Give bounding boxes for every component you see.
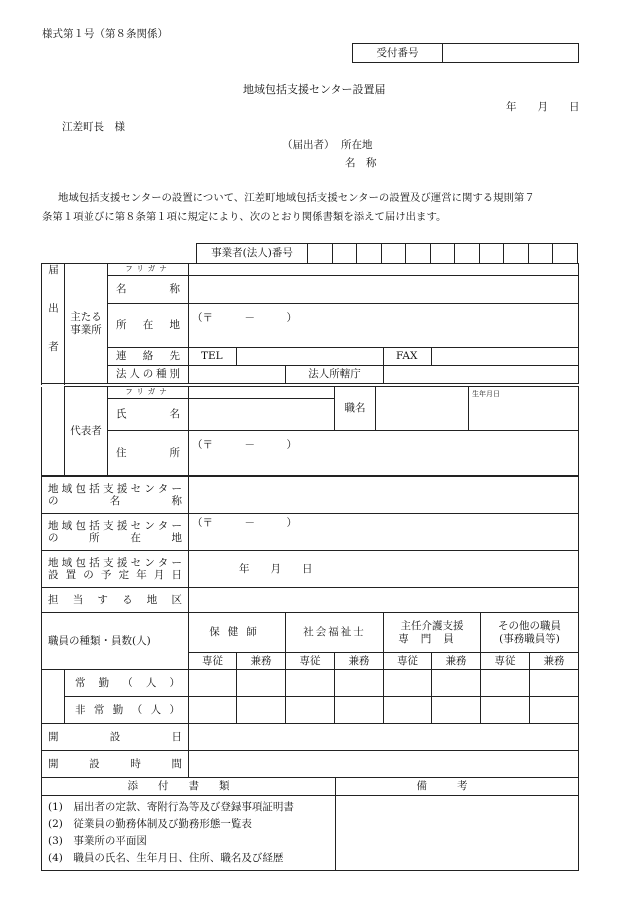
tel-field[interactable] — [237, 348, 384, 366]
intro-text-line-2: 条第１項並びに第８条第１項に規定により、次のとおり関係書類を添えて届け出ます。 — [42, 211, 447, 223]
center-postal: （〒 － ） — [192, 517, 297, 529]
concurrent-header: 兼務 — [237, 653, 286, 670]
job-title-label: 職名 — [335, 387, 376, 431]
tel-label: TEL — [189, 348, 237, 366]
staff-count-field[interactable] — [286, 670, 335, 697]
center-name-field[interactable] — [189, 477, 579, 514]
representative-table — [41, 386, 579, 476]
staff-count-field[interactable] — [335, 697, 384, 724]
remarks-field[interactable] — [336, 796, 579, 871]
office-name-field[interactable] — [189, 276, 579, 304]
corp-authority-field[interactable] — [384, 366, 579, 384]
office-postal: （〒 － ） — [192, 312, 297, 324]
page-title: 地域包括支援センター設置届 — [243, 83, 386, 96]
staff-indent — [42, 670, 65, 724]
rep-name-field[interactable] — [189, 399, 335, 431]
business-number-digit[interactable] — [479, 244, 504, 264]
main-office-label: 主たる事業所 — [65, 264, 108, 384]
opening-hours-field[interactable] — [189, 751, 579, 778]
care-manager-header: 主任介護支援 専門員 — [384, 613, 481, 653]
rep-address-label: 住所 — [108, 431, 189, 476]
office-location-label: 所在地 — [108, 304, 189, 348]
concurrent-header: 兼務 — [335, 653, 384, 670]
attachment-item: (3) 事業所の平面図 — [48, 835, 147, 847]
receipt-label: 受付番号 — [353, 44, 443, 63]
business-number-digit[interactable] — [357, 244, 382, 264]
fulltime-header: 専従 — [481, 653, 530, 670]
rep-postal: （〒 － ） — [192, 439, 297, 451]
notifier-label: 届出者 — [42, 264, 65, 384]
birthdate-field[interactable] — [469, 387, 579, 431]
staff-count-field[interactable] — [286, 697, 335, 724]
center-location-field[interactable] — [189, 514, 579, 551]
center-location-label: 地域包括支援センター の所在地 — [42, 514, 189, 551]
fax-label: FAX — [384, 348, 432, 366]
rep-furigana-field[interactable] — [189, 387, 335, 399]
opening-date-field[interactable] — [189, 724, 579, 751]
representative-label: 代表者 — [65, 387, 108, 476]
business-number-digit[interactable] — [406, 244, 431, 264]
applicant-label: （届出者） — [282, 139, 335, 151]
planned-date: 年 月 日 — [239, 562, 313, 575]
staff-count-field[interactable] — [384, 670, 432, 697]
remarks-header: 備考 — [336, 778, 579, 796]
fulltime-header: 専従 — [384, 653, 432, 670]
fulltime-header: 専従 — [189, 653, 237, 670]
office-name-label: 名称 — [108, 276, 189, 304]
staff-count-field[interactable] — [384, 697, 432, 724]
social-worker-header: 社会福祉士 — [286, 613, 384, 653]
rep-address-field[interactable] — [189, 431, 579, 476]
nurse-header: 保健師 — [189, 613, 286, 653]
submission-date[interactable]: 年 月 日 — [506, 101, 580, 113]
corp-authority-label: 法人所轄庁 — [286, 366, 384, 384]
opening-date-label: 開設日 — [42, 724, 189, 751]
staff-count-field[interactable] — [481, 697, 530, 724]
job-title-field[interactable] — [376, 387, 469, 431]
concurrent-header: 兼務 — [530, 653, 579, 670]
staff-count-field[interactable] — [189, 670, 237, 697]
fax-field[interactable] — [432, 348, 579, 366]
intro-text-line-1: 地域包括支援センターの設置について、江差町地域包括支援センターの設置及び運営に関する規則第７ — [58, 192, 535, 204]
area-label: 担当する地区 — [42, 588, 189, 613]
center-date-field[interactable] — [189, 551, 579, 588]
staff-count-field[interactable] — [530, 670, 579, 697]
business-number-digit[interactable] — [455, 244, 480, 264]
staff-type-label: 職員の種類・員数(人) — [42, 613, 189, 670]
staff-count-field[interactable] — [237, 697, 286, 724]
staff-table — [41, 612, 579, 724]
center-date-label: 地域包括支援センター 設置の予定年月日 — [42, 551, 189, 588]
corp-type-field[interactable] — [189, 366, 286, 384]
receipt-number-field[interactable] — [443, 44, 579, 63]
center-name-label: 地域包括支援センター の名称 — [42, 477, 189, 514]
area-field[interactable] — [189, 588, 579, 613]
business-number-digit[interactable] — [308, 244, 333, 264]
attachment-item: (2) 従業員の勤務体制及び勤務形態一覧表 — [48, 818, 252, 830]
attachment-item: (1) 届出者の定款、寄附行為等及び登録事項証明書 — [48, 801, 294, 813]
staff-count-field[interactable] — [335, 670, 384, 697]
center-info-table — [41, 476, 579, 613]
staff-count-field[interactable] — [189, 697, 237, 724]
attachment-item: (4) 職員の氏名、生年月日、住所、職名及び経歴 — [48, 852, 284, 864]
opening-hours-label: 開設時間 — [42, 751, 189, 778]
rep-furigana-label: フリガナ — [108, 387, 189, 399]
rep-name-label: 氏名 — [108, 399, 189, 431]
fulltime-header: 専従 — [286, 653, 335, 670]
birthdate-label: 生年月日 — [472, 390, 500, 398]
form-number: 様式第１号（第８条関係） — [42, 28, 168, 40]
nonregular-label: 非常勤（人） — [65, 697, 189, 724]
applicant-name-label: 名 称 — [345, 157, 377, 169]
office-location-field[interactable] — [189, 304, 579, 348]
corp-type-label: 法人の種別 — [108, 366, 189, 384]
main-form-table — [41, 263, 579, 396]
business-number-digit[interactable] — [332, 244, 357, 264]
business-number-row — [196, 243, 578, 264]
business-number-digit[interactable] — [528, 244, 553, 264]
staff-count-field[interactable] — [237, 670, 286, 697]
applicant-address-label: 所在地 — [341, 139, 373, 151]
attachments-header: 添付書類 — [42, 778, 336, 796]
business-number-label: 事業者(法人)番号 — [197, 244, 308, 264]
staff-count-field[interactable] — [530, 697, 579, 724]
concurrent-header: 兼務 — [432, 653, 481, 670]
office-furigana-field[interactable] — [189, 264, 579, 276]
regular-label: 常勤（人） — [65, 670, 189, 697]
staff-count-field[interactable] — [432, 670, 481, 697]
other-staff-header: その他の職員 (事務職員等) — [481, 613, 579, 653]
addressee: 江差町長 様 — [62, 121, 125, 133]
staff-count-field[interactable] — [481, 670, 530, 697]
business-number-digit[interactable] — [553, 244, 578, 264]
furigana-label: フリガナ — [108, 264, 189, 276]
business-number-digit[interactable] — [504, 244, 529, 264]
attachments-table — [41, 777, 579, 871]
receipt-box — [352, 43, 579, 63]
business-number-digit[interactable] — [381, 244, 406, 264]
contact-label: 連絡先 — [108, 348, 189, 366]
opening-table — [41, 723, 579, 778]
notifier-col — [42, 387, 65, 476]
business-number-digit[interactable] — [430, 244, 455, 264]
attachments-list — [42, 796, 336, 871]
staff-count-field[interactable] — [432, 697, 481, 724]
